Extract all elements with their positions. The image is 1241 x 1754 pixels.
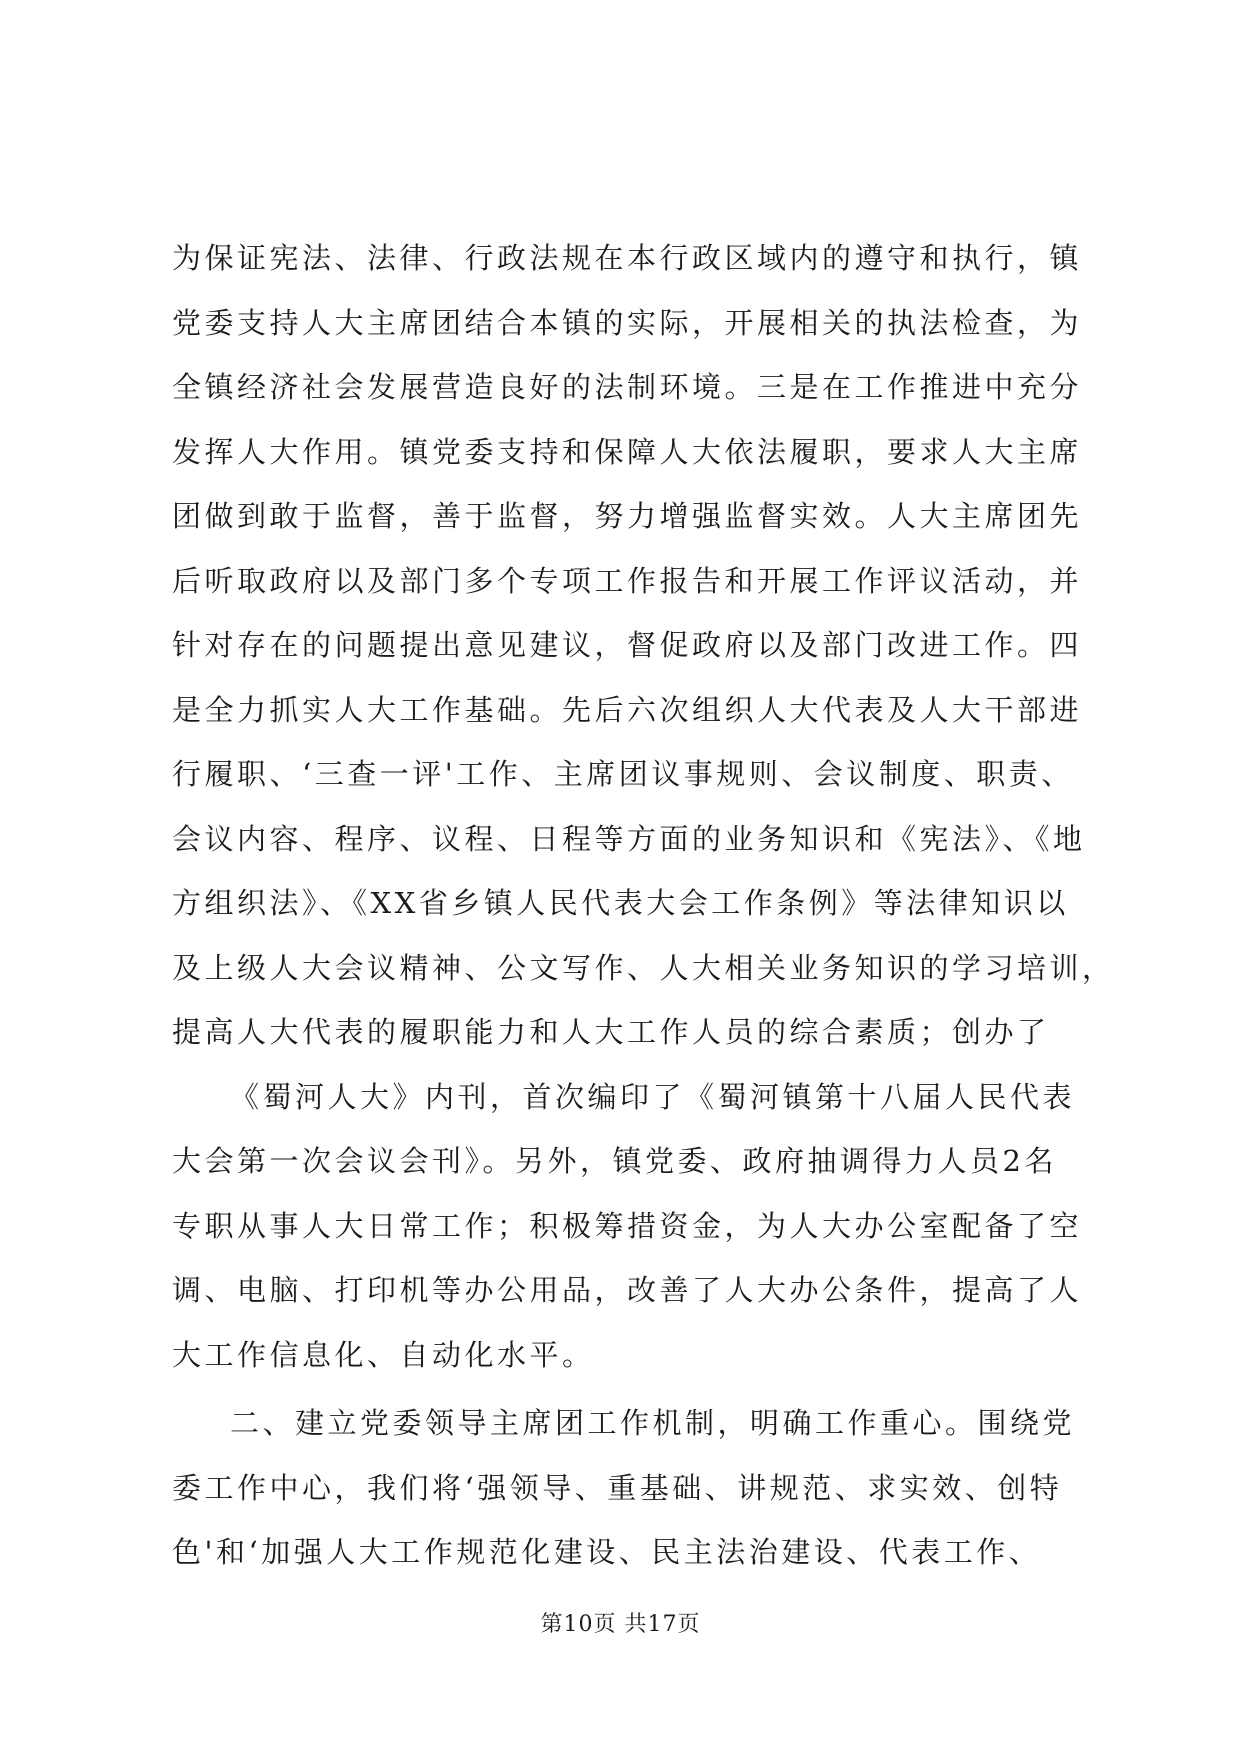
text-line: 后听取政府以及部门多个专项工作报告和开展工作评议活动，并 [172, 563, 1083, 598]
text-line: 及上级人大会议精神、公文写作、人大相关业务知识的学习培训， [172, 950, 1115, 985]
text-line: 会议内容、程序、议程、日程等方面的业务知识和《宪法》、《地 [172, 821, 1086, 856]
text-line: 提高人大代表的履职能力和人大工作人员的综合素质；创办了 [172, 1015, 1050, 1049]
page-number-footer: 第10页 共17页 [540, 1612, 701, 1637]
text-line: 色'和‘加强人大工作规范化建设、民主法治建设、代表工作、 [172, 1535, 1042, 1569]
paragraph-2 [172, 1065, 1092, 1388]
text-line: 大工作信息化、自动化水平。 [172, 1337, 595, 1372]
text-line: 专职从事人大日常工作；积极筹措资金，为人大办公室配备了空 [172, 1208, 1083, 1243]
document-body [172, 226, 1115, 1585]
text-line: 发挥人大作用。镇党委支持和保障人大依法履职，要求人大主席 [172, 434, 1083, 469]
text-line: 为保证宪法、法律、行政法规在本行政区域内的遵守和执行，镇 [172, 241, 1083, 275]
text-line: 是全力抓实人大工作基础。先后六次组织人大代表及人大干部进 [172, 692, 1083, 727]
text-line: 行履职、‘三查一评'工作、主席团议事规则、会议制度、职责、 [172, 757, 1074, 791]
text-line: 《蜀河人大》内刊，首次编印了《蜀河镇第十八届人民代表 [230, 1079, 1076, 1114]
text-line: 大会第一次会议会刊》。另外，镇党委、政府抽调得力人员2名 [172, 1144, 1057, 1178]
text-line: 二、建立党委领导主席团工作机制，明确工作重心。围绕党 [230, 1406, 1076, 1440]
text-line: 针对存在的问题提出意见建议，督促政府以及部门改进工作。四 [172, 628, 1083, 662]
text-line: 全镇经济社会发展营造良好的法制环境。三是在工作推进中充分 [172, 370, 1083, 404]
paragraph-3 [172, 1391, 1092, 1585]
text-line: 调、电脑、打印机等办公用品，改善了人大办公条件，提高了人 [172, 1273, 1083, 1307]
text-line: 委工作中心，我们将‘强领导、重基础、讲规范、求实效、创特 [172, 1470, 1063, 1505]
text-line: 党委支持人大主席团结合本镇的实际，开展相关的执法检查，为 [172, 305, 1083, 340]
text-line: 团做到敢于监督，善于监督，努力增强监督实效。人大主席团先 [172, 499, 1083, 533]
text-line: 方组织法》、《XX省乡镇人民代表大会工作条例》等法律知识以 [172, 886, 1069, 920]
paragraph-1 [172, 226, 1115, 1065]
